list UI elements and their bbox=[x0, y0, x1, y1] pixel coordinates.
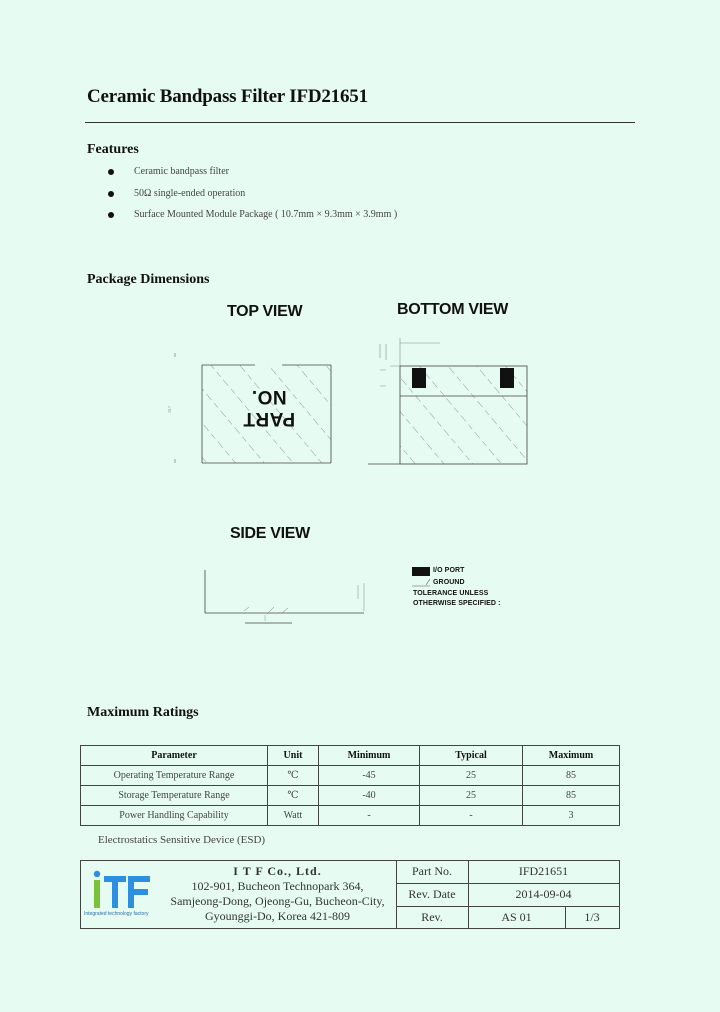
rev-label: Rev. bbox=[421, 910, 443, 924]
table-cell: 85 bbox=[523, 786, 620, 806]
footer-row-rule bbox=[396, 906, 619, 907]
page-title: Ceramic Bandpass Filter IFD21651 bbox=[87, 86, 368, 107]
company-address: Gyounggi-Do, Korea 421-809 bbox=[205, 909, 350, 923]
table-row bbox=[81, 766, 620, 786]
table-cell: -40 bbox=[319, 786, 420, 806]
side-view-drawing bbox=[200, 565, 370, 630]
footer-top-rule bbox=[80, 860, 620, 861]
bottom-view-drawing bbox=[360, 330, 535, 470]
title-divider bbox=[85, 122, 635, 123]
part-no-label: Part No. bbox=[412, 864, 452, 878]
column-header: Maximum bbox=[523, 746, 620, 766]
rev-date-label: Rev. Date bbox=[408, 887, 456, 901]
package-heading: Package Dimensions bbox=[87, 272, 210, 287]
column-header: Parameter bbox=[81, 746, 268, 766]
ratings-heading: Maximum Ratings bbox=[87, 705, 199, 720]
company-address: Samjeong-Dong, Ojeong-Gu, Bucheon-City, bbox=[170, 894, 385, 908]
table-cell: 25 bbox=[420, 786, 523, 806]
bullet-icon bbox=[108, 191, 114, 197]
table-cell: Storage Temperature Range bbox=[81, 786, 268, 806]
footer-right-border bbox=[619, 860, 620, 928]
table-cell: ℃ bbox=[268, 766, 319, 786]
part-no-marking: PART NO. bbox=[242, 386, 296, 429]
top-view-label: TOP VIEW bbox=[227, 303, 303, 320]
part-no-value: IFD21651 bbox=[518, 864, 569, 878]
table-cell: 25 bbox=[420, 766, 523, 786]
rev-value: AS 01 bbox=[501, 910, 532, 924]
footer-bottom-rule bbox=[80, 928, 620, 929]
footer-row-rule bbox=[396, 883, 619, 884]
side-view-label: SIDE VIEW bbox=[230, 525, 310, 542]
legend-tolerance-1: TOLERANCE UNLESS bbox=[413, 590, 489, 597]
table-cell: Watt bbox=[268, 806, 319, 826]
legend-ground: GROUND bbox=[433, 579, 465, 586]
column-header: Unit bbox=[268, 746, 319, 766]
table-cell: - bbox=[420, 806, 523, 826]
bullet-icon bbox=[108, 169, 114, 175]
company-name: I T F Co., Ltd. bbox=[233, 864, 322, 878]
ground-swatch-icon bbox=[412, 577, 432, 587]
rev-date-value: 2014-09-04 bbox=[515, 887, 572, 901]
table-cell: 85 bbox=[523, 766, 620, 786]
legend-tolerance-2: OTHERWISE SPECIFIED : bbox=[413, 600, 501, 607]
table-cell: 3 bbox=[523, 806, 620, 826]
table-cell: - bbox=[319, 806, 420, 826]
legend-io-port: I/O PORT bbox=[433, 567, 465, 574]
io-port-swatch-icon bbox=[412, 567, 430, 576]
company-info bbox=[165, 864, 390, 924]
svg-text:10.7: 10.7 bbox=[167, 406, 172, 413]
ratings-table bbox=[80, 745, 620, 826]
company-address: 102-901, Bucheon Technopark 364, bbox=[191, 879, 364, 893]
table-cell: Power Handling Capability bbox=[81, 806, 268, 826]
esd-note: Electrostatics Sensitive Device (ESD) bbox=[98, 834, 266, 846]
bottom-view-label: BOTTOM VIEW bbox=[397, 301, 509, 318]
table-cell: -45 bbox=[319, 766, 420, 786]
logo-tagline: Integrated technology factory bbox=[84, 911, 149, 917]
table-header-row bbox=[81, 746, 620, 766]
table-row bbox=[81, 806, 620, 826]
features-heading: Features bbox=[87, 142, 139, 157]
footer-left-border bbox=[80, 860, 81, 928]
bullet-icon bbox=[108, 212, 114, 218]
column-header: Minimum bbox=[319, 746, 420, 766]
column-header: Typical bbox=[420, 746, 523, 766]
table-row bbox=[81, 786, 620, 806]
page-number: 1/3 bbox=[584, 910, 600, 924]
table-cell: Operating Temperature Range bbox=[81, 766, 268, 786]
table-cell: ℃ bbox=[268, 786, 319, 806]
